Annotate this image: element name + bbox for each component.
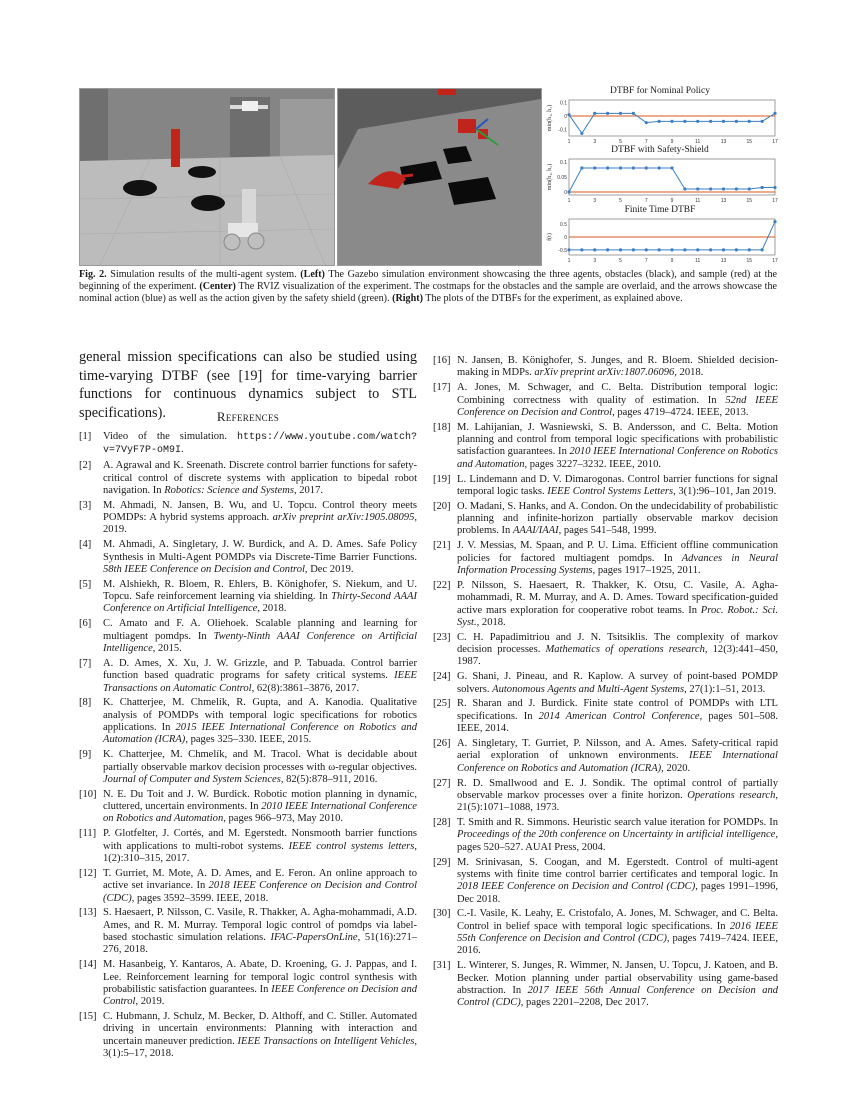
reference-number: [14] [79,959,97,971]
reference-text: T. Gurriet, M. Mote, A. D. Ames, and E. Feron. An online approach to active set invariance. In 2018 IEEE Conference on Decision and Control (CDC), pages 3592–3599. IEEE, 2018. [103,867,417,904]
reference-number: [11] [79,828,97,840]
plot-xtick-label: 7 [644,139,648,145]
reference-number: [6] [79,618,92,630]
reference-text: M. Hasanbeig, Y. Kantaros, A. Abate, D. Kroening, G. J. Pappas, and I. Lee. Reinforcement learning for temporal logic control synthesis with probabilistic satisfaction guarantees. In IEEE Conference on Decision and Control, 2019. [103,959,417,1008]
reference-text: P. Nilsson, S. Haesaert, R. Thakker, K. Otsu, C. Vasile, A. Agha-mohammadi, R. M. Murray, and A. D. Ames. Toward specification-guided active mars exploration for cooperative robot teams. In Proc. Robot.: Sci. Syst., 2018. [457,579,778,628]
plot-ylabel: f(t) [547,233,553,241]
sample-marker [171,129,180,167]
plot-xtick-label: 11 [695,258,701,264]
reference-text: G. Shani, J. Pineau, and R. Kaplow. A survey of point-based POMDP solvers. Autonomous Agents and Multi-Agent Systems, 27(1):1–51, 2013. [457,671,778,695]
plot-data-point [606,248,609,251]
reference-entry [433,355,778,380]
reference-number: [25] [433,698,451,710]
plot-xtick-label: 5 [619,258,622,264]
reference-entry [79,959,417,1008]
plot-xtick-label: 1 [567,139,571,145]
plot-data-point [606,166,609,169]
reference-entry [433,580,778,629]
plot-data-point [773,220,776,223]
reference-link[interactable]: https://www.youtube.com/watch?v=7VyF7P-oM9I [103,432,417,457]
reference-text: N. Jansen, B. Könighofer, S. Junges, and R. Bloem. Shielded decision-making in MDPs. arXiv preprint arXiv:1807.06096, 2018. [457,355,778,379]
plot-title-finite-time: Finite Time DTBF [624,205,696,215]
reference-entry [79,1011,417,1060]
reference-entry [433,778,778,815]
plot-ytick-label: 0.1 [560,160,567,166]
plot-xtick-label: 7 [644,258,648,264]
body-paragraph: general mission specifications can also be studied using time-varying DTBF (see [19] for time-varying barrier functions for continuous dynamics subject to STL specifications). [79,349,417,421]
plot-data-point [722,187,725,190]
reference-entry [433,960,778,1009]
plot-frame [569,100,775,136]
plot-data-point [709,187,712,190]
reference-entry [79,618,417,655]
references-column-right [433,355,778,1012]
reference-number: [18] [433,421,451,433]
plot-data-point [658,248,661,251]
reference-number: [13] [79,907,97,919]
plot-data-point [658,166,661,169]
reference-number: [24] [433,671,451,683]
reference-text: Video of the simulation. https://www.youtube.com/watch?v=7VyF7P-oM9I. [103,431,417,457]
reference-number: [8] [79,697,92,709]
reference-entry [433,501,778,538]
reference-entry [79,579,417,616]
plot-data-point [619,166,622,169]
plot-frame [569,159,775,195]
references-heading: References [216,409,280,424]
plot-data-point [696,187,699,190]
reference-text: A. Jones, M. Schwager, and C. Belta. Distribution temporal logic: Combining correctness with quality of estimation. In 52nd IEEE Conference on Decision and Control, pages 4719–4724. IEEE, 2013. [457,382,778,418]
reference-number: [23] [433,631,451,643]
plot-xtick-label: 1 [567,198,571,204]
plot-data-point [606,112,609,115]
plot-title-safety-shield: DTBF with Safety-Shield [611,145,709,155]
reference-text: A. Agrawal and K. Sreenath. Discrete control barrier functions for safety-critical control of discrete systems with application to bipedal robot navigation. In Robotics: Science and Systems, 2017. [103,460,417,496]
reference-number: [2] [79,460,92,472]
reference-text: C. H. Papadimitriou and J. N. Tsitsiklis. The complexity of markov decision processes. Mathematics of operations research, 12(3):441–450, 1987. [457,631,778,668]
caption-text-1: Simulation results of the multi-agent system. [106,269,301,280]
reference-entry [433,908,778,957]
reference-number: [30] [433,908,451,920]
plot-data-point [748,187,751,190]
reference-text: M. Ahmadi, N. Jansen, B. Wu, and U. Topcu. Control theory meets POMDPs: A hybrid systems approach. arXiv preprint arXiv:1905.08095, 2019. [103,499,417,536]
plot-data-point [580,166,583,169]
figure-center-rviz-image [337,88,542,266]
plot-dtbf-nominal [543,98,783,148]
reference-entry [433,422,778,471]
plot-xtick-label: 11 [695,198,701,204]
reference-number: [3] [79,499,92,511]
reference-text: P. Glotfelter, J. Cortés, and M. Egerstedt. Nonsmooth barrier functions with applications to multi-robot systems. IEEE control systems letters, 1(2):310–315, 2017. [103,828,417,864]
caption-text-4: The plots of the DTBFs for the experiment, as explained above. [422,293,683,305]
plot-data-point [580,248,583,251]
reference-text: R. Sharan and J. Burdick. Finite state control of POMDPs with LTL specifications. In 2014 American Control Conference, pages 501–508. IEEE, 2014. [457,698,779,735]
plot-xtick-label: 15 [746,258,753,264]
plot-xtick-label: 9 [670,258,674,264]
plot-data-point [748,248,751,251]
reference-entry [79,539,417,576]
plot-data-point [593,112,596,115]
plot-data-point [735,120,738,123]
reference-text: C. Hubmann, J. Schulz, M. Becker, D. Althoff, and C. Stiller. Automated driving in uncertain environments: Planning with interaction and uncertain maneuver prediction. IEEE Transactions on Intelligent Vehicles, 3(1):5–17, 2018. [103,1011,418,1060]
plot-data-point [593,248,596,251]
plot-data-point [683,248,686,251]
plot-data-point [580,132,583,135]
reference-text: J. V. Messias, M. Spaan, and P. U. Lima. Efficient offline communication policies for factored multiagent pomdps. In Advances in Neural Information Processing Systems, pages 1917–1925, 2011. [457,540,779,576]
reference-entry [79,749,417,786]
plot-xtick-label: 17 [772,258,778,264]
plot-xtick-label: 7 [644,198,648,204]
reference-text: S. Haesaert, P. Nilsson, C. Vasile, R. Thakker, A. Agha-mohammadi, A.D. Ames, and R. M. Murray. Temporal logic control of pomdps via label-based stochastic simulation relations. IFAC-PapersOnLine, 51(16):271–276, 2018. [103,907,417,956]
plot-data-point [645,121,648,124]
caption-text-2: The Gazebo simulation environment showcasing the three agents, obstacles (black), and sample (red) at the beginning of the experiment. [79,269,778,293]
plot-data-point [593,166,596,169]
plot-xtick-label: 11 [695,139,701,145]
plot-ytick-label: 0.1 [560,100,567,107]
reference-entry [79,907,417,956]
plot-xtick-label: 13 [720,198,727,204]
reference-text: M. Srinivasan, S. Coogan, and M. Egerstedt. Control of multi-agent systems with finite time control barrier certificates and temporal logic. In 2018 IEEE Conference on Decision and Control (CDC), pages 1991–1996, Dec 2018. [457,856,778,905]
plot-xtick-label: 15 [746,198,753,204]
plot-data-point [709,120,712,123]
reference-number: [4] [79,539,92,551]
plot-data-point [683,187,686,190]
reference-number: [31] [433,960,451,972]
plot-xtick-label: 13 [720,139,727,145]
gazebo-scene [80,89,334,265]
plot-data-point [735,248,738,251]
caption-right-tag: (Right) [392,293,423,305]
reference-number: [27] [433,777,451,789]
caption-center-tag: (Center) [199,281,236,293]
reference-entry [79,431,417,458]
reference-text: N. E. Du Toit and J. W. Burdick. Robotic motion planning in dynamic, cluttered, uncertain environments. In 2010 IEEE International Conference on Robotics and Automation, pages 966–973, May 2010. [103,788,417,825]
plot-ytick-label: 0.5 [560,222,567,229]
reference-number: [5] [79,578,92,590]
plot-xtick-label: 1 [567,258,571,264]
reference-number: [21] [433,540,451,552]
reference-text: M. Alshiekh, R. Bloem, R. Ehlers, B. Könighofer, S. Niekum, and U. Topcu. Safe reinforcement learning via shielding. In Thirty-Second AAAI Conference on Artificial Intelligence, 2018. [103,578,417,615]
reference-entry [433,738,778,775]
plot-data-point [670,120,673,123]
reference-entry [79,868,417,905]
reference-number: [19] [433,473,451,485]
reference-text: R. D. Smallwood and E. J. Sondik. The optimal control of partially observable markov processes over a finite horizon. Operations research, 21(5):1071–1088, 1973. [457,777,779,814]
reference-number: [22] [433,579,451,591]
plot-data-point [696,120,699,123]
reference-entry [79,658,417,695]
rviz-scene [338,89,541,265]
reference-number: [28] [433,817,451,829]
plot-finite-time-dtbf [543,217,783,267]
plot-xtick-label: 17 [772,198,778,204]
reference-entry [433,817,778,854]
plot-ylabel: min(h₁, h₂) [547,163,553,191]
plot-ytick-label: 0 [564,114,567,120]
plot-data-point [670,248,673,251]
plot-xtick-label: 3 [593,198,597,204]
plot-data-point [722,120,725,123]
plot-data-point [619,248,622,251]
plot-xtick-label: 3 [593,139,597,145]
plot-data-point [761,186,764,189]
plot-ytick-label: 0 [564,235,567,241]
plot-data-point [632,248,635,251]
reference-number: [12] [79,867,97,879]
plot-data-point [632,112,635,115]
reference-number: [7] [79,657,92,669]
caption-text-3: The RVIZ visualization of the experiment. The costmaps for the obstacles and the sample are overlaid, and the arrows showcase the nominal action (blue) as well as the action given by the safety shield (green). [79,281,777,305]
plot-data-point [567,248,570,251]
plot-data-point [567,190,570,193]
reference-text: A. Singletary, T. Gurriet, P. Nilsson, and A. Ames. Safety-critical rapid aerial exploration of unknown environments. IEEE International Conference on Robotics and Automation (ICRA), 2020. [457,737,778,774]
plot-data-point [748,120,751,123]
reference-text: A. D. Ames, X. Xu, J. W. Grizzle, and P. Tabuada. Control barrier function based quadratic programs for safety critical systems. IEEE Transactions on Automatic Control, 62(8):3861–3876, 2017. [103,657,417,694]
plot-data-point [670,166,673,169]
reference-entry [433,857,778,906]
plot-data-point [658,120,661,123]
reference-entry [433,632,778,669]
plot-xtick-label: 3 [593,258,597,264]
reference-number: [1] [79,431,92,442]
reference-number: [29] [433,856,451,868]
plot-data-point [696,248,699,251]
plot-data-point [709,248,712,251]
figure-left-gazebo-image [79,88,335,266]
plot-data-point [735,187,738,190]
plot-data-point [645,166,648,169]
reference-text: C. Amato and F. A. Oliehoek. Scalable planning and learning for multiagent pomdps. In Twenty-Ninth AAAI Conference on Artificial Intelligence, 2015. [103,618,418,654]
plot-data-point [773,112,776,115]
reference-text: T. Smith and R. Simmons. Heuristic search value iteration for POMDPs. In Proceedings of the 20th conference on Uncertainty in artificial intelligence, pages 520–527. AUAI Press, 2004. [457,817,778,853]
reference-entry [79,789,417,826]
plot-data-point [619,112,622,115]
reference-text: L. Lindemann and D. V. Dimarogonas. Control barrier functions for signal temporal logic tasks. IEEE Control Systems Letters, 3(1):96–101, Jan 2019. [457,473,778,497]
plot-ylabel: min(h₁, h₂) [547,104,553,132]
plot-data-point [773,186,776,189]
plot-data-point [567,113,570,116]
reference-number: [9] [79,749,92,761]
reference-entry [433,698,778,735]
plot-xtick-label: 15 [746,139,753,145]
caption-label: Fig. 2. [79,269,107,280]
reference-number: [10] [79,788,97,800]
plot-data-point [645,248,648,251]
reference-text: K. Chatterjee, M. Chmelík, R. Gupta, and A. Kanodia. Qualitative analysis of POMDPs with temporal logic specifications for robotics applications. In 2015 IEEE International Conference on Robotics and Automation (ICRA), pages 325–330. IEEE, 2015. [103,697,417,746]
reference-text: L. Winterer, S. Junges, R. Wimmer, N. Jansen, U. Topcu, J. Katoen, and B. Becker. Motion planning under partial observability using game-based abstraction. In 2017 IEEE 56th Annual Conference on Decision and Control (CDC), pages 2201–2208, Dec 2017. [457,960,779,1009]
reference-entry [79,500,417,537]
plot-data-point [632,166,635,169]
plot-xtick-label: 9 [670,139,674,145]
plot-ytick-label: -0.5 [558,247,567,254]
caption-left-tag: (Left) [300,269,325,280]
reference-number: [26] [433,737,451,749]
reference-entry [79,828,417,865]
plot-data-point [761,248,764,251]
plot-ytick-label: 0 [564,190,567,196]
references-column-left [79,431,417,1063]
reference-number: [15] [79,1011,97,1023]
plot-ytick-label: 0.05 [557,175,567,181]
reference-number: [17] [433,382,451,394]
plot-title-nominal: DTBF for Nominal Policy [609,86,710,96]
plot-xtick-label: 5 [619,139,622,145]
reference-entry [433,474,778,499]
reference-number: [16] [433,355,451,366]
reference-text: M. Ahmadi, A. Singletary, J. W. Burdick, and A. D. Ames. Safe Policy Synthesis in Multi-Agent POMDPs via Discrete-Time Barrier Functions. 58th IEEE Conference on Decision and Control, Dec 2019. [103,539,417,575]
reference-text: M. Lahijanian, J. Wasniewski, S. B. Andersson, and C. Belta. Motion planning and control from temporal logic specifications with probabilistic satisfaction guarantees. In 2010 IEEE International Conference on Robotics and Automation, pages 3227–3232. IEEE, 2010. [457,421,778,470]
figure-caption [79,269,777,306]
reference-text: K. Chatterjee, M. Chmelík, and M. Tracol. What is decidable about partially observable markov decision processes with ω-regular objectives. Journal of Computer and System Sciences, 82(5):878–911, 2016. [103,749,417,785]
plot-data-point [761,120,764,123]
plot-xtick-label: 9 [670,198,674,204]
reference-number: [20] [433,500,451,512]
reference-text: O. Madani, S. Hanks, and A. Condon. On the undecidability of probabilistic planning and infinite-horizon partially observable markov decision problems. In AAAI/IAAI, pages 541–548, 1999. [457,500,778,537]
reference-entry [433,540,778,577]
plot-data-point [683,120,686,123]
plot-xtick-label: 13 [720,258,727,264]
plot-xtick-label: 17 [772,139,778,145]
reference-entry [433,382,778,419]
reference-entry [79,697,417,746]
plot-ytick-label: -0.1 [558,127,567,134]
reference-text: C.-I. Vasile, K. Leahy, E. Cristofalo, A. Jones, M. Schwager, and C. Belta. Control in belief space with temporal logic specifications. In 2016 IEEE 55th Conference on Decision and Control (CDC), pages 7419–7424. IEEE, 2016. [457,908,778,957]
plot-dtbf-safety-shield [543,157,783,207]
reference-entry [433,671,778,696]
reference-entry [79,460,417,497]
plot-xtick-label: 5 [619,198,622,204]
plot-data-point [722,248,725,251]
